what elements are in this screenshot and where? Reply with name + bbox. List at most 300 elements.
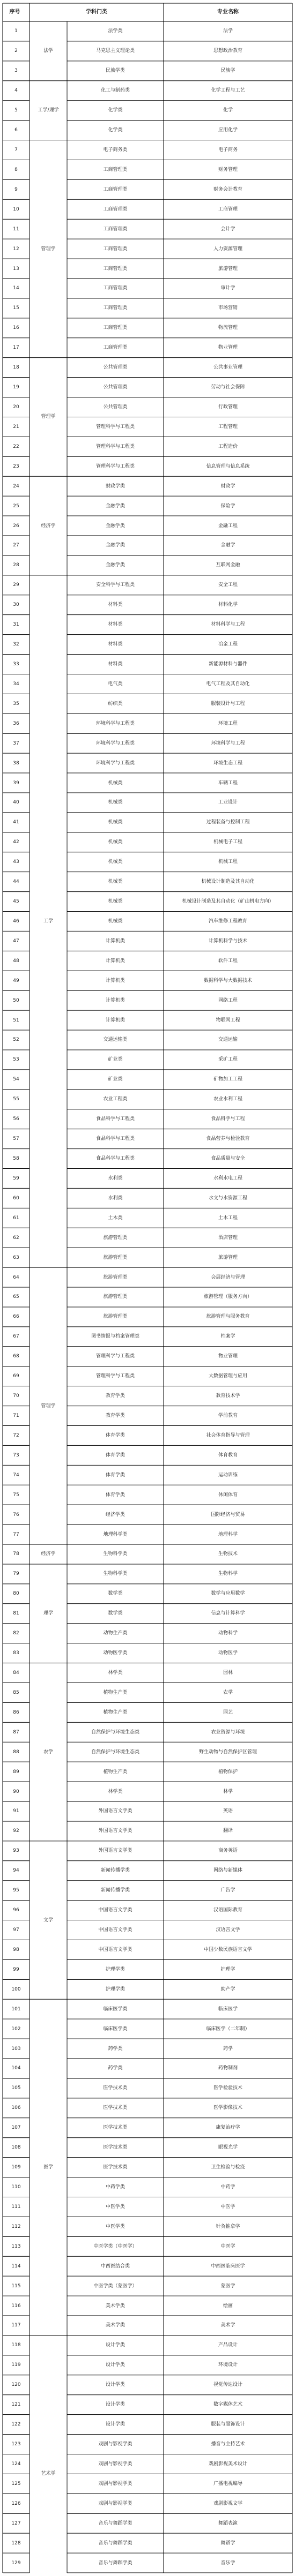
row-number: 6 <box>14 127 18 133</box>
row-number: 94 <box>13 1868 19 1874</box>
major-name: 物业管理 <box>218 1354 238 1360</box>
row-number: 91 <box>13 1808 19 1814</box>
subcategory: 经济学类 <box>105 1512 125 1518</box>
row-number: 68 <box>13 1354 19 1360</box>
major-name: 舞蹈学 <box>220 2540 235 2546</box>
subcategory: 机械类 <box>108 800 123 806</box>
row-number: 22 <box>13 444 19 449</box>
major-name: 化学 <box>223 108 233 114</box>
major-name: 网络工程 <box>218 997 238 1003</box>
row-number: 35 <box>13 701 19 707</box>
discipline-category: 管理学 <box>41 414 56 420</box>
subcategory: 美术学类 <box>105 2323 125 2329</box>
major-name: 教育技术学 <box>216 1393 240 1399</box>
subcategory: 环境科学与工程类 <box>95 760 135 766</box>
subcategory: 美术学类 <box>105 2303 125 2309</box>
subcategory: 机械类 <box>108 899 123 905</box>
subcategory: 机械类 <box>108 839 123 845</box>
subcategory: 计算机类 <box>105 997 125 1003</box>
major-name: 材料化学 <box>218 602 238 608</box>
row-number: 77 <box>13 1531 19 1537</box>
row-number: 111 <box>11 2204 21 2210</box>
subcategory: 水利类 <box>108 1175 123 1181</box>
subcategory: 设计学类 <box>105 2362 125 2368</box>
major-name: 会计学 <box>220 226 235 232</box>
major-name: 视觉传达设计 <box>213 2382 242 2388</box>
major-name: 工业设计 <box>218 800 238 806</box>
row-number: 107 <box>11 2125 21 2131</box>
row-number: 102 <box>11 2026 21 2032</box>
subcategory: 工商管理类 <box>103 246 128 252</box>
header-major: 专业名称 <box>217 9 239 15</box>
row-number: 30 <box>13 602 19 608</box>
major-name: 生物技术 <box>218 1551 238 1557</box>
subcategory: 中医学类 <box>105 2204 125 2210</box>
major-name: 中医学 <box>220 2243 235 2249</box>
subcategory: 法学类 <box>108 28 123 34</box>
row-number: 5 <box>14 108 18 114</box>
major-name: 舞蹈表演 <box>218 2520 238 2526</box>
major-name: 环境设计 <box>218 2362 238 2368</box>
subcategory: 化学类 <box>108 108 123 114</box>
row-number: 112 <box>11 2224 21 2229</box>
major-name: 动物科学 <box>218 1631 238 1636</box>
row-number: 123 <box>11 2441 21 2447</box>
subcategory: 设计学类 <box>105 2342 125 2348</box>
major-name: 地理科学 <box>218 1531 238 1537</box>
major-name: 眼视光学 <box>218 2145 238 2151</box>
major-name: 助产学 <box>220 1986 235 1992</box>
major-name: 英语 <box>223 1808 233 1814</box>
major-name: 药物制剂 <box>218 2066 238 2071</box>
major-name: 数学与应用数学 <box>211 1591 245 1597</box>
row-number: 17 <box>13 345 19 351</box>
row-number: 98 <box>13 1947 19 1952</box>
row-number: 86 <box>13 1709 19 1715</box>
major-name: 数据科学与大数据技术 <box>203 978 252 983</box>
subcategory: 交通运输类 <box>103 1037 128 1043</box>
row-number: 81 <box>13 1611 19 1617</box>
major-name: 人力资源管理 <box>213 246 242 252</box>
subcategory: 外国语言文学类 <box>98 1808 132 1814</box>
subcategory: 金融学类 <box>105 543 125 549</box>
row-number: 41 <box>13 820 19 825</box>
major-name: 旅游管理（服务方向） <box>203 1294 252 1300</box>
major-name: 法学 <box>223 28 233 34</box>
row-number: 49 <box>13 978 19 983</box>
subcategory: 药学类 <box>108 2066 123 2071</box>
major-name: 戏剧影视文学 <box>213 2500 242 2506</box>
row-number: 76 <box>13 1512 19 1518</box>
subcategory: 工商管理类 <box>103 305 128 311</box>
subcategory: 食品科学与工程类 <box>95 1156 135 1162</box>
row-number: 26 <box>13 523 19 529</box>
subcategory: 戏剧与影视学类 <box>98 2500 132 2506</box>
row-number: 113 <box>11 2243 21 2249</box>
row-number: 75 <box>13 1492 19 1498</box>
row-number: 62 <box>13 1235 19 1241</box>
major-name: 临床医学 <box>218 2006 238 2012</box>
row-number: 118 <box>11 2342 21 2348</box>
subcategory: 植物生产类 <box>103 1769 128 1775</box>
major-name: 产品设计 <box>218 2342 238 2348</box>
major-name: 安全工程 <box>218 582 238 588</box>
major-name: 机械电子工程 <box>213 839 242 845</box>
major-name: 财政学 <box>220 483 235 489</box>
major-name: 矿物加工工程 <box>213 1077 242 1083</box>
major-name: 运动训练 <box>218 1472 238 1478</box>
subcategory: 工商管理类 <box>103 167 128 172</box>
major-name: 广播电视编导 <box>213 2481 242 2487</box>
subcategory: 化学类 <box>108 127 123 133</box>
subcategory: 医学技术类 <box>103 2105 128 2111</box>
row-number: 51 <box>13 1017 19 1023</box>
major-name: 电子商务 <box>218 147 238 153</box>
subcategory: 音乐与舞蹈学类 <box>98 2540 132 2546</box>
row-number: 25 <box>13 503 19 509</box>
subcategory: 食品科学与工程类 <box>95 1136 135 1142</box>
row-number: 89 <box>13 1769 19 1775</box>
row-number: 63 <box>13 1255 19 1260</box>
major-name: 播音与主持艺术 <box>211 2441 245 2447</box>
subcategory: 机械类 <box>108 918 123 924</box>
major-name: 环境工程 <box>218 720 238 726</box>
subcategory: 设计学类 <box>105 2422 125 2428</box>
row-number: 46 <box>13 918 19 924</box>
row-number: 34 <box>13 681 19 687</box>
row-number: 108 <box>11 2145 21 2151</box>
row-number: 104 <box>11 2066 21 2071</box>
subcategory: 材料类 <box>108 622 123 628</box>
subcategory: 中国语言文学类 <box>98 1947 132 1952</box>
subcategory: 音乐与舞蹈学类 <box>98 2560 132 2566</box>
row-number: 29 <box>13 582 19 588</box>
subcategory: 材料类 <box>108 642 123 648</box>
subcategory: 公共管理类 <box>103 365 128 371</box>
subcategory: 计算机类 <box>105 978 125 983</box>
subcategory: 旅游管理类 <box>103 1314 128 1320</box>
major-name: 生物科学 <box>218 1571 238 1577</box>
subcategory: 纺织类 <box>108 701 123 707</box>
subcategory: 矿业类 <box>108 1057 123 1063</box>
subcategory: 安全科学与工程类 <box>95 582 135 588</box>
subcategory: 音乐与舞蹈学类 <box>98 2520 132 2526</box>
row-number: 52 <box>13 1037 19 1043</box>
subcategory: 数学类 <box>108 1591 123 1597</box>
major-name: 思想政治教育 <box>213 48 242 54</box>
major-name: 农业资源与环境 <box>211 1729 245 1735</box>
row-number: 9 <box>14 186 18 192</box>
row-number: 83 <box>13 1650 19 1656</box>
subcategory: 新闻传播学类 <box>100 1868 130 1874</box>
subcategory: 工商管理类 <box>103 286 128 291</box>
major-name: 食品质量与安全 <box>211 1156 245 1162</box>
subcategory: 计算机类 <box>105 958 125 964</box>
row-number: 109 <box>11 2165 21 2171</box>
subcategory: 机械类 <box>108 879 123 885</box>
major-name: 过程装备与控制工程 <box>206 820 250 825</box>
major-name: 临床医学（二年制） <box>206 2026 250 2032</box>
row-number: 21 <box>13 424 19 430</box>
major-name: 工程造价 <box>218 444 238 449</box>
subcategory: 材料类 <box>108 661 123 667</box>
row-number: 45 <box>13 899 19 905</box>
subcategory: 中国语言文学类 <box>98 1907 132 1913</box>
row-number: 100 <box>11 1986 21 1992</box>
subcategory: 管理科学与工程类 <box>95 1354 135 1360</box>
subcategory: 管理科学与工程类 <box>95 1373 135 1379</box>
header-category: 学科门类 <box>86 9 107 15</box>
row-number: 58 <box>13 1156 19 1162</box>
major-name: 财务会计教育 <box>213 186 242 192</box>
subcategory: 自然保护与环境生态类 <box>91 1749 139 1755</box>
major-name: 会展经济与管理 <box>211 1274 245 1280</box>
subcategory: 管理科学与工程类 <box>95 463 135 469</box>
major-name: 工程管理 <box>218 424 238 430</box>
subcategory: 外国语言文学类 <box>98 1828 132 1834</box>
subcategory: 计算机类 <box>105 938 125 944</box>
major-name: 绘画 <box>223 2303 233 2309</box>
major-name: 水利水电工程 <box>213 1175 242 1181</box>
row-number: 13 <box>13 266 19 272</box>
subcategory: 戏剧与影视学类 <box>98 2481 132 2487</box>
row-number: 121 <box>11 2402 21 2408</box>
major-name: 药学 <box>223 2046 233 2052</box>
row-number: 8 <box>14 167 18 172</box>
discipline-category: 管理学 <box>41 246 56 252</box>
subcategory: 公共管理类 <box>103 404 128 410</box>
major-name: 计算机科学与技术 <box>208 938 247 944</box>
major-name: 公共事业管理 <box>213 365 242 371</box>
major-name: 信息管理与信息系统 <box>206 463 250 469</box>
discipline-category: 艺术学 <box>41 2471 56 2477</box>
subcategory: 机械类 <box>108 859 123 865</box>
row-number: 65 <box>13 1294 19 1300</box>
subcategory: 动物生产类 <box>103 1631 128 1636</box>
major-name: 物联网工程 <box>216 1017 240 1023</box>
subcategory: 矿业类 <box>108 1077 123 1083</box>
subcategory: 食品科学与工程类 <box>95 1116 135 1122</box>
row-number: 67 <box>13 1334 19 1340</box>
row-number: 101 <box>11 2006 21 2012</box>
major-name: 医学影像技术 <box>213 2105 242 2111</box>
subcategory: 数学类 <box>108 1611 123 1617</box>
subcategory: 环境科学与工程类 <box>95 740 135 746</box>
row-number: 44 <box>13 879 19 885</box>
row-number: 2 <box>14 48 18 54</box>
row-number: 66 <box>13 1314 19 1320</box>
row-number: 57 <box>13 1136 19 1142</box>
subcategory: 生物科学类 <box>103 1571 128 1577</box>
major-name: 汉语言文学 <box>216 1927 240 1933</box>
row-number: 7 <box>14 147 18 153</box>
subcategory: 旅游管理类 <box>103 1235 128 1241</box>
row-number: 55 <box>13 1097 19 1102</box>
row-number: 32 <box>13 642 19 648</box>
subcategory: 土木类 <box>108 1215 123 1221</box>
row-number: 96 <box>13 1907 19 1913</box>
row-number: 114 <box>11 2263 21 2269</box>
discipline-category: 管理学 <box>41 1403 56 1409</box>
row-number: 19 <box>13 385 19 390</box>
row-number: 105 <box>11 2085 21 2091</box>
subcategory: 金融学类 <box>105 503 125 509</box>
subcategory: 旅游管理类 <box>103 1294 128 1300</box>
subcategory: 旅游管理类 <box>103 1274 128 1280</box>
row-number: 16 <box>13 325 19 331</box>
major-name: 食品营养与检验教育 <box>206 1136 250 1142</box>
major-name: 财务管理 <box>218 167 238 172</box>
subcategory: 医学技术类 <box>103 2125 128 2131</box>
row-number: 78 <box>13 1551 19 1557</box>
major-name: 食品科学与工程 <box>211 1116 245 1122</box>
major-name: 环境科学与工程 <box>211 740 245 746</box>
row-number: 24 <box>13 483 19 489</box>
row-number: 124 <box>11 2461 21 2467</box>
row-number: 4 <box>14 88 18 94</box>
row-number: 61 <box>13 1215 19 1221</box>
row-number: 27 <box>13 543 19 549</box>
row-number: 43 <box>13 859 19 865</box>
major-name: 蒙医学 <box>220 2283 235 2289</box>
major-name: 电气工程及其自动化 <box>206 681 250 687</box>
subcategory: 电气类 <box>108 681 123 687</box>
row-number: 38 <box>13 760 19 766</box>
subcategory: 体育学类 <box>105 1452 125 1458</box>
subcategory: 体育学类 <box>105 1492 125 1498</box>
subcategory: 公共管理类 <box>103 385 128 390</box>
major-name: 机械工程 <box>218 859 238 865</box>
major-name: 林学 <box>223 1789 233 1794</box>
row-number: 82 <box>13 1631 19 1636</box>
row-number: 50 <box>13 997 19 1003</box>
subcategory: 医学技术类 <box>103 2085 128 2091</box>
major-name: 采矿工程 <box>218 1057 238 1063</box>
major-name: 大数据管理与应用 <box>208 1373 247 1379</box>
subcategory: 体育学类 <box>105 1472 125 1478</box>
subcategory: 工商管理类 <box>103 325 128 331</box>
subcategory: 生物科学类 <box>103 1551 128 1557</box>
row-number: 12 <box>13 246 19 252</box>
major-name: 材料科学与工程 <box>211 622 245 628</box>
discipline-category: 农学 <box>43 1749 53 1755</box>
discipline-category: 法学 <box>43 48 53 54</box>
row-number: 40 <box>13 800 19 806</box>
major-name: 美术学 <box>220 2323 235 2329</box>
major-name: 动物医学 <box>218 1650 238 1656</box>
subcategory: 新闻传播学类 <box>100 1888 130 1894</box>
subcategory: 林学类 <box>108 1670 123 1676</box>
major-name: 音乐学 <box>220 2560 235 2566</box>
major-name: 医学检验技术 <box>213 2085 242 2091</box>
subcategory: 金融学类 <box>105 562 125 568</box>
row-number: 84 <box>13 1670 19 1676</box>
row-number: 56 <box>13 1116 19 1122</box>
major-name: 中医学 <box>220 2204 235 2210</box>
row-number: 129 <box>11 2560 21 2566</box>
row-number: 42 <box>13 839 19 845</box>
major-name: 汉语国际教育 <box>213 1907 242 1913</box>
subcategory: 医学技术类 <box>103 2145 128 2151</box>
major-name: 植物保护 <box>218 1769 238 1775</box>
row-number: 85 <box>13 1689 19 1695</box>
row-number: 70 <box>13 1393 19 1399</box>
row-number: 10 <box>13 206 19 212</box>
major-name: 体育教育 <box>218 1452 238 1458</box>
row-number: 122 <box>11 2422 21 2428</box>
major-name: 新能源材料与器件 <box>208 661 247 667</box>
row-number: 74 <box>13 1472 19 1478</box>
subcategory: 管理科学与工程类 <box>95 424 135 430</box>
major-name: 金融学 <box>220 543 235 549</box>
subcategory: 工商管理类 <box>103 186 128 192</box>
major-name: 休闲体育 <box>218 1492 238 1498</box>
subcategory: 植物生产类 <box>103 1709 128 1715</box>
subcategory: 化工与制药类 <box>100 88 130 94</box>
subcategory: 计算机类 <box>105 1017 125 1023</box>
row-number: 126 <box>11 2500 21 2506</box>
row-number: 93 <box>13 1848 19 1854</box>
row-number: 36 <box>13 720 19 726</box>
subcategory: 电子商务类 <box>103 147 128 153</box>
major-name: 农业水利工程 <box>213 1097 242 1102</box>
row-number: 116 <box>11 2303 21 2309</box>
major-name: 园艺 <box>223 1709 233 1715</box>
major-name: 物流管理 <box>218 325 238 331</box>
row-number: 115 <box>11 2283 21 2289</box>
major-name: 康复治疗学 <box>216 2125 240 2131</box>
row-number: 95 <box>13 1888 19 1894</box>
row-number: 64 <box>13 1274 19 1280</box>
row-number: 11 <box>13 226 19 232</box>
major-name: 卫生检验与检疫 <box>211 2165 245 2171</box>
subcategory: 中西医结合类 <box>100 2263 130 2269</box>
discipline-category: 经济学 <box>41 1551 56 1557</box>
row-number: 125 <box>11 2481 21 2487</box>
major-name: 园林 <box>223 1670 233 1676</box>
row-number: 39 <box>13 780 19 786</box>
subcategory: 金融学类 <box>105 523 125 529</box>
row-number: 33 <box>13 661 19 667</box>
row-number: 20 <box>13 404 19 410</box>
subcategory: 中医学类（中医学） <box>93 2243 137 2249</box>
row-number: 60 <box>13 1195 19 1201</box>
row-number: 72 <box>13 1432 19 1438</box>
header-seq: 序号 <box>9 9 20 15</box>
subcategory: 戏剧与影视学类 <box>98 2441 132 2447</box>
major-name: 服装与服饰设计 <box>211 2422 245 2428</box>
row-number: 128 <box>11 2540 21 2546</box>
major-name: 水文与水资源工程 <box>208 1195 247 1201</box>
major-name: 中药学 <box>220 2184 235 2190</box>
major-name: 汽车维修工程教育 <box>208 918 247 924</box>
subcategory: 动物医学类 <box>103 1650 128 1656</box>
row-number: 54 <box>13 1077 19 1083</box>
subcategory: 戏剧与影视学类 <box>98 2461 132 2467</box>
major-name: 护理学 <box>220 1966 235 1972</box>
subcategory: 教育学类 <box>105 1413 125 1419</box>
row-number: 99 <box>13 1966 19 1972</box>
major-name: 旅游管理 <box>218 1255 238 1260</box>
subcategory: 材料类 <box>108 602 123 608</box>
subcategory: 药学类 <box>108 2046 123 2052</box>
row-number: 59 <box>13 1175 19 1181</box>
row-number: 71 <box>13 1413 19 1419</box>
major-name: 戏剧影视美术设计 <box>208 2461 247 2467</box>
row-number: 48 <box>13 958 19 964</box>
major-name: 保险学 <box>220 503 235 509</box>
major-name: 市场营销 <box>218 305 238 311</box>
